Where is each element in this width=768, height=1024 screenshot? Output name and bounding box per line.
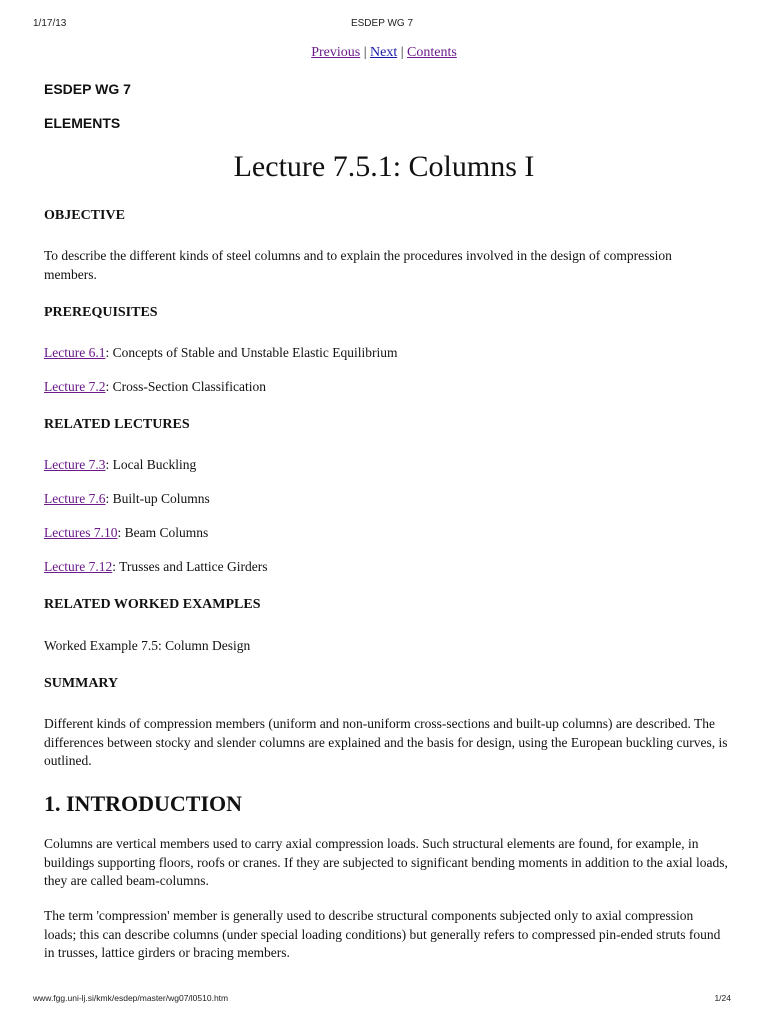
related-lecture-desc: : Beam Columns xyxy=(117,525,209,540)
lecture-link[interactable]: Lectures 7.10 xyxy=(44,525,118,540)
print-title: ESDEP WG 7 xyxy=(350,18,414,29)
page-number: 1/24 xyxy=(714,993,731,1003)
lecture-link[interactable]: Lecture 7.6 xyxy=(44,491,106,506)
related-worked-examples-heading: RELATED WORKED EXAMPLES xyxy=(44,597,261,612)
lecture-link[interactable]: Lecture 7.12 xyxy=(44,559,113,574)
prerequisite-item xyxy=(44,378,728,397)
related-lecture-desc: : Local Buckling xyxy=(105,457,197,472)
introduction-paragraph: The term 'compression' member is generally used to describe structural components subjected only to axial compression loads; this can describe columns (under special loading conditions) but generally refers to compressed pin-ended struts found in trusses, lattice girders or bracing members. xyxy=(44,908,721,960)
related-lecture-item xyxy=(44,490,728,509)
related-lecture-item xyxy=(44,456,728,475)
previous-link[interactable]: Previous xyxy=(311,45,361,60)
related-lecture-item xyxy=(44,558,728,577)
prerequisite-item xyxy=(44,344,728,363)
related-lecture-item xyxy=(44,524,728,543)
worked-example-text: Worked Example 7.5: Column Design xyxy=(44,638,251,653)
lecture-link[interactable]: Lecture 7.3 xyxy=(44,457,106,472)
site-title: ESDEP WG 7 xyxy=(44,81,131,97)
contents-link[interactable]: Contents xyxy=(407,45,457,60)
introduction-heading: 1. INTRODUCTION xyxy=(44,791,243,816)
related-lecture-desc: : Built-up Columns xyxy=(105,491,210,506)
next-link[interactable]: Next xyxy=(370,45,398,60)
objective-text: To describe the different kinds of steel columns and to explain the procedures involved in the design of compression members. xyxy=(44,248,672,282)
related-lectures-heading: RELATED LECTURES xyxy=(44,417,190,432)
prerequisite-desc: : Concepts of Stable and Unstable Elastic Equilibrium xyxy=(105,345,398,360)
lecture-link[interactable]: Lecture 7.2 xyxy=(44,379,106,394)
introduction-paragraph: Columns are vertical members used to carry axial compression loads. Such structural elements are found, for example, in buildings supporting floors, roofs or cranes. If they are subjected to significant bending moments in addition to the axial loads, they are called beam-columns. xyxy=(44,836,728,888)
page-navigation xyxy=(0,45,768,61)
print-date: 1/17/13 xyxy=(33,18,67,29)
prerequisite-desc: : Cross-Section Classification xyxy=(105,379,266,394)
lecture-link[interactable]: Lecture 6.1 xyxy=(44,345,106,360)
objective-heading: OBJECTIVE xyxy=(44,208,125,223)
prerequisites-heading: PREREQUISITES xyxy=(44,305,158,320)
print-url: www.fgg.uni-lj.si/kmk/esdep/master/wg07/l0510.htm xyxy=(33,993,229,1003)
nav-separator: | xyxy=(400,45,404,60)
related-lecture-desc: : Trusses and Lattice Girders xyxy=(112,559,268,574)
section-title: ELEMENTS xyxy=(44,115,121,131)
summary-text: Different kinds of compression members (uniform and non-uniform cross-sections and built-up columns) are described. The differences between stocky and slender columns are explained and the basis for design, using the European buckling curves, is outlined. xyxy=(44,716,728,768)
lecture-title: Lecture 7.5.1: Columns I xyxy=(233,150,535,183)
nav-separator: | xyxy=(363,45,367,60)
summary-heading: SUMMARY xyxy=(44,676,119,691)
